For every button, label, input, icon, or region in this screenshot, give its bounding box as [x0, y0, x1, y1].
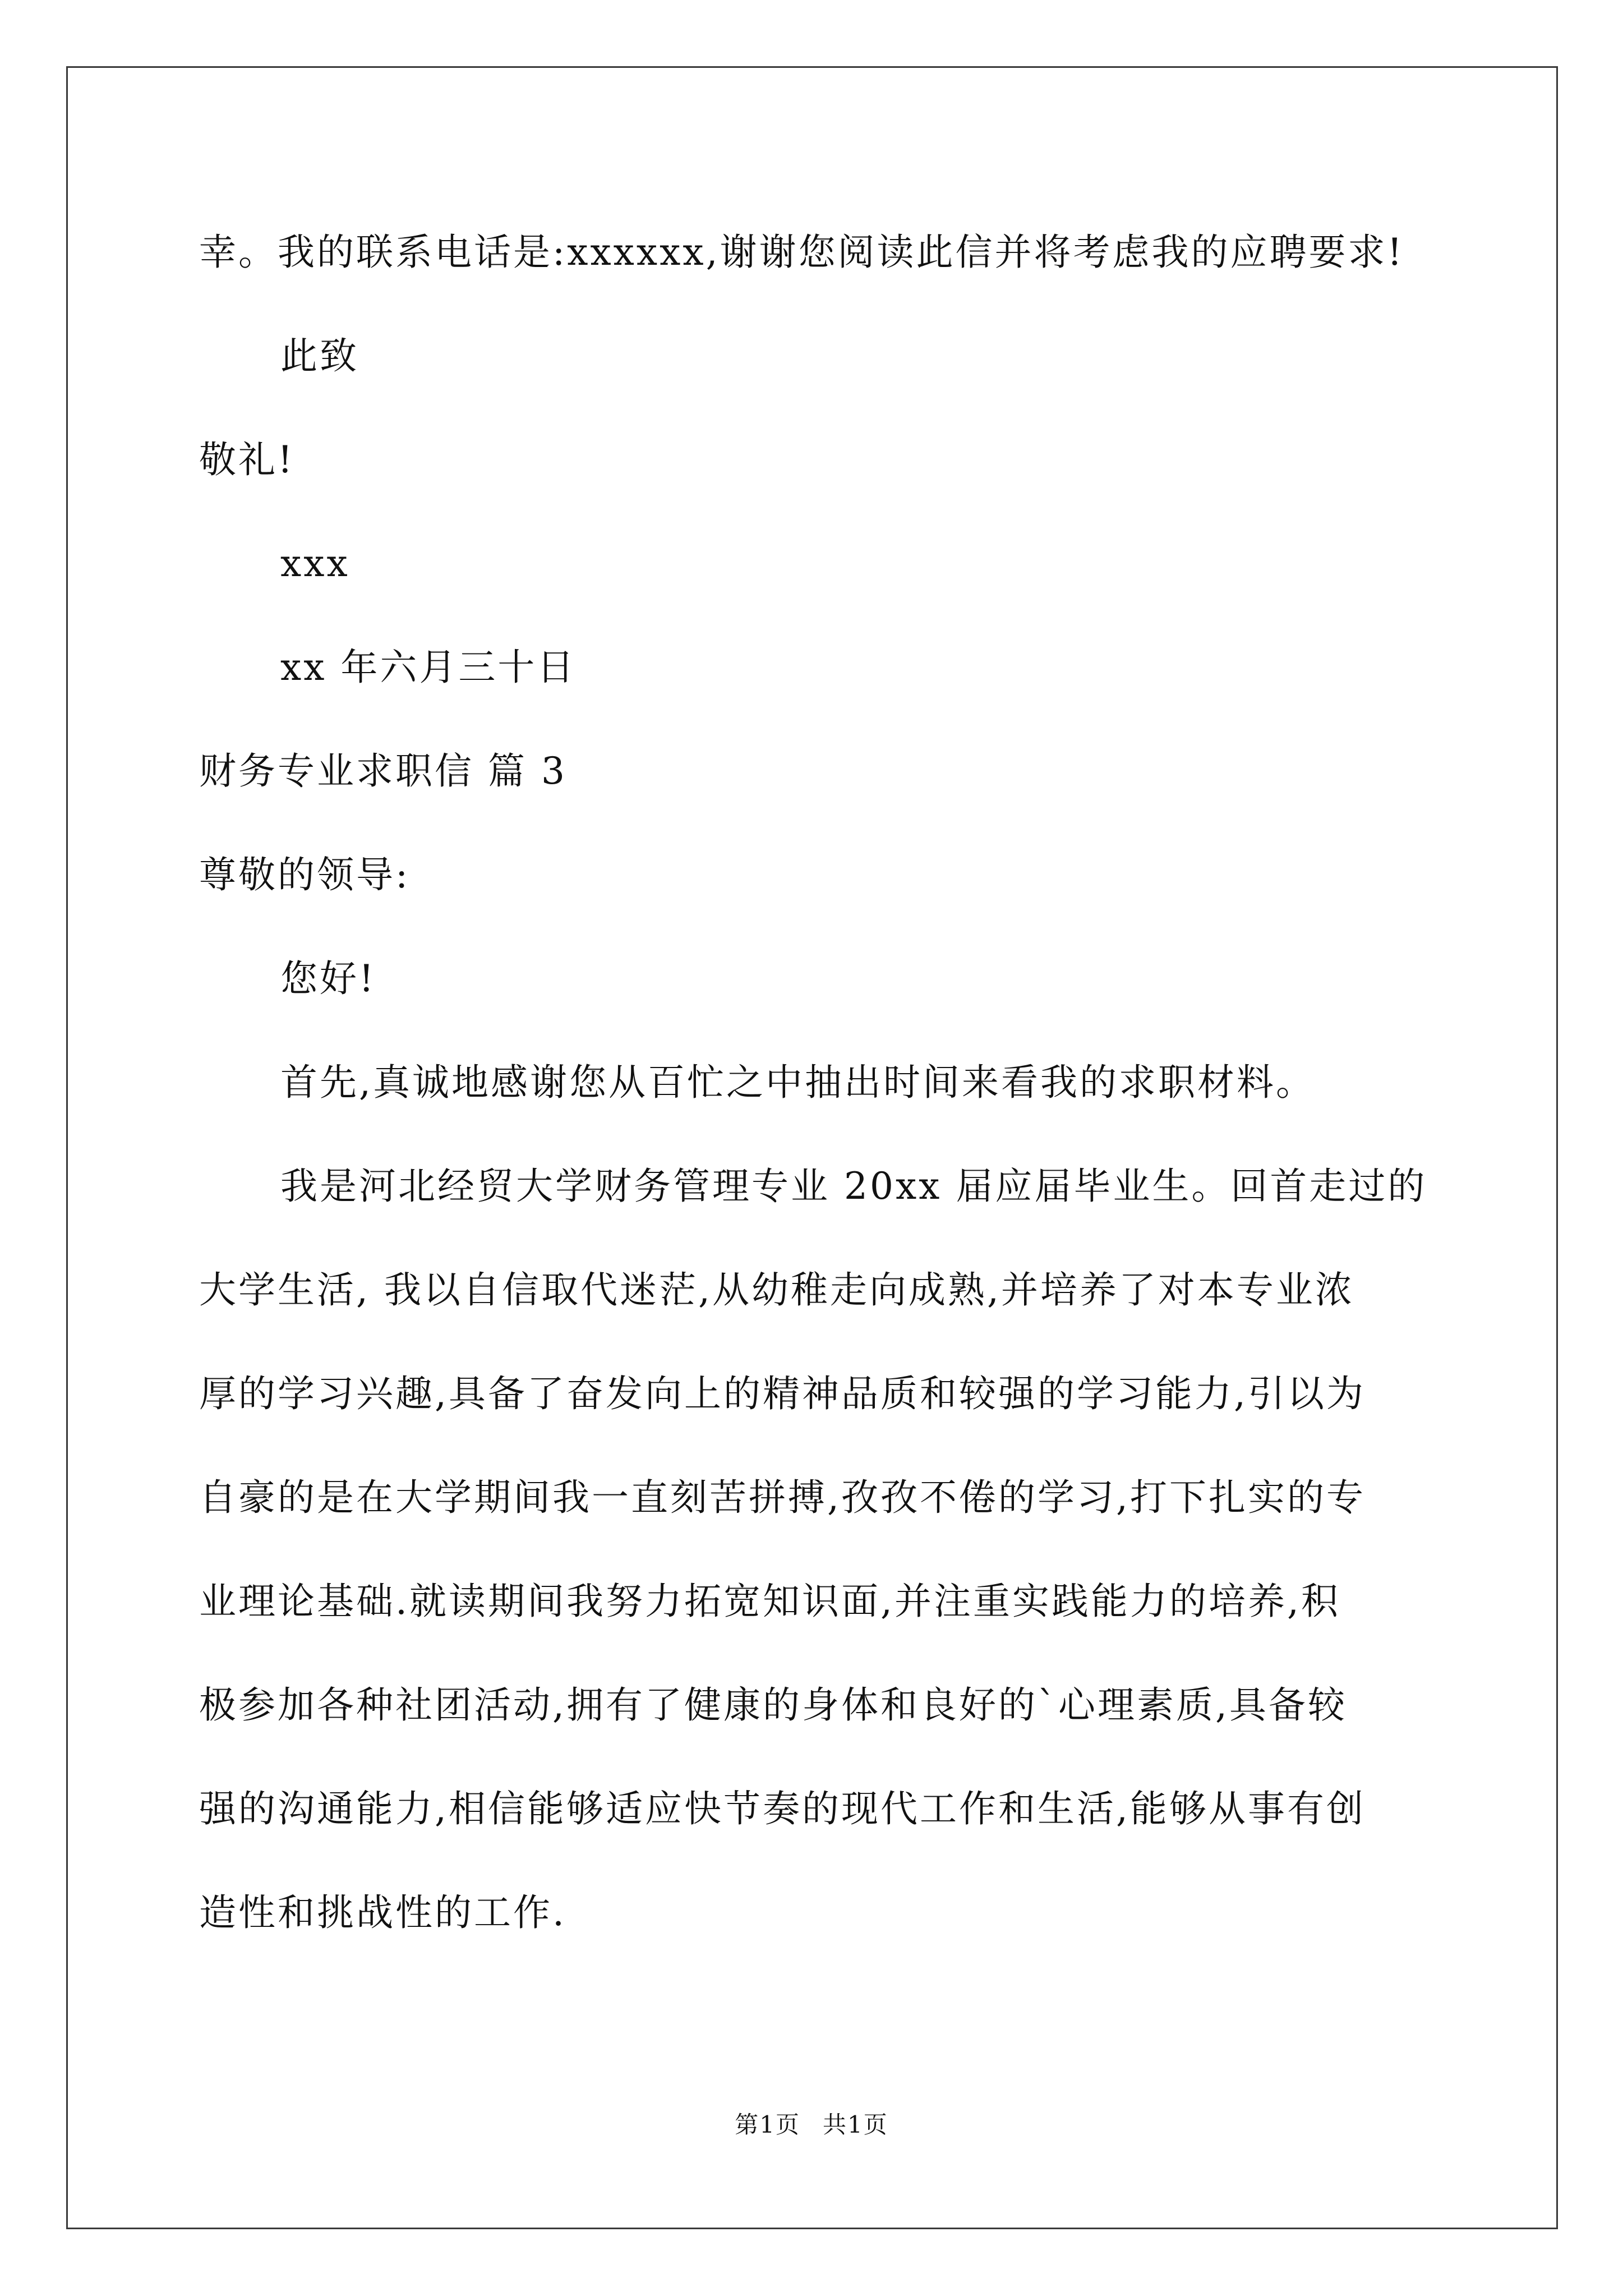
- page-footer: [0, 2111, 1623, 2139]
- paragraph-2-line-3: 厚的学习兴趣,具备了奋发向上的精神品质和较强的学习能力,引以为: [199, 1372, 1366, 1415]
- page-count: 共1页: [823, 2111, 888, 2138]
- paragraph-2-line-6: 极参加各种社团活动,拥有了健康的身体和良好的`心理素质,具备较: [199, 1683, 1347, 1727]
- signature-name: xxx: [280, 542, 350, 585]
- paragraph-2-line-8: 造性和挑战性的工作.: [199, 1891, 566, 1934]
- paragraph-2-line-1: 我是河北经贸大学财务管理专业 20xx 届应届毕业生。回首走过的: [280, 1165, 1427, 1208]
- signature-date: xx 年六月三十日: [280, 646, 577, 689]
- greeting-hello: 您好!: [280, 957, 376, 1000]
- paragraph-2-line-7: 强的沟通能力,相信能够适应快节奏的现代工作和生活,能够从事有创: [199, 1787, 1366, 1830]
- paragraph-2-line-4: 自豪的是在大学期间我一直刻苦拼搏,孜孜不倦的学习,打下扎实的专: [199, 1476, 1366, 1519]
- paragraph-2-line-2: 大学生活, 我以自信取代迷茫,从幼稚走向成熟,并培养了对本专业浓: [199, 1268, 1354, 1312]
- section-heading: 财务专业求职信 篇 3: [199, 749, 567, 793]
- text-line-1: 幸。我的联系电话是:xxxxxx,谢谢您阅读此信并将考虑我的应聘要求!: [199, 231, 1405, 274]
- greeting: 尊敬的领导:: [199, 853, 411, 896]
- paragraph-1-line-1: 首先,真诚地感谢您从百忙之中抽出时间来看我的求职材料。: [280, 1061, 1315, 1104]
- page-number: 第1页: [735, 2111, 800, 2138]
- paragraph-2-line-5: 业理论基础.就读期间我努力拓宽知识面,并注重实践能力的培养,积: [199, 1580, 1340, 1623]
- closing-regards: 敬礼!: [199, 438, 295, 481]
- closing-salutation: 此致: [280, 334, 359, 378]
